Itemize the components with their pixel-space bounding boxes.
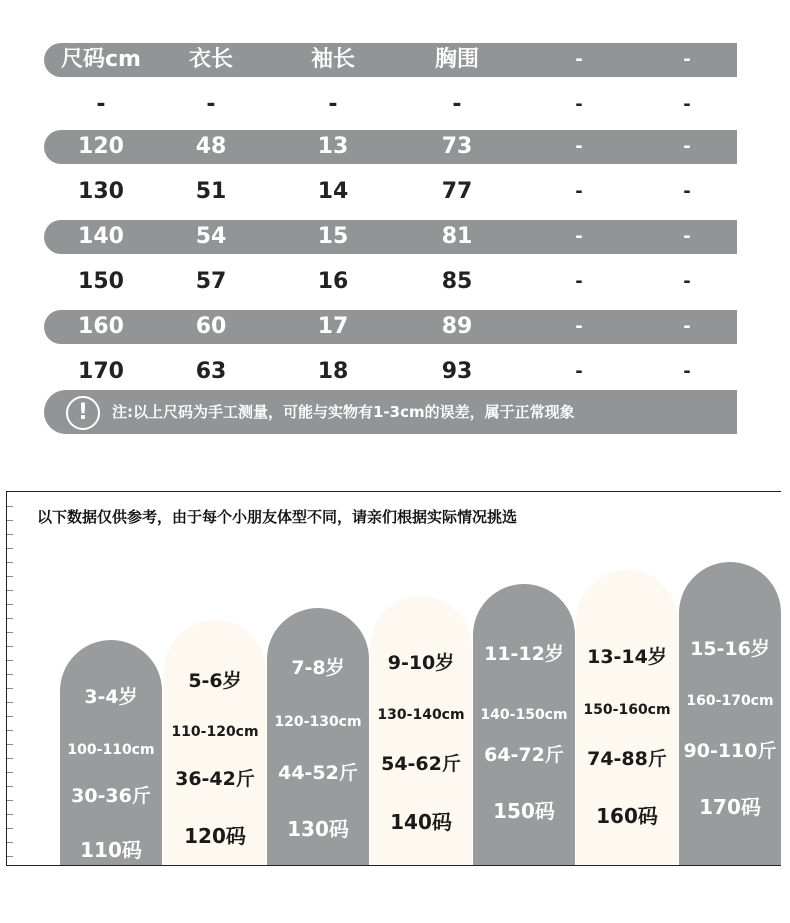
column-height: 130-140cm: [377, 707, 465, 723]
column-height: 100-110cm: [67, 742, 155, 758]
table-cell: -: [575, 136, 583, 157]
column-age: 5-6岁: [188, 670, 242, 692]
table-cell: 130: [78, 179, 124, 204]
measurement-note: [44, 390, 737, 434]
ruler-tick: [7, 604, 13, 605]
table-cell: -: [96, 92, 106, 117]
table-cell: -: [683, 181, 691, 202]
column-height: 110-120cm: [171, 724, 259, 740]
table-row: [44, 130, 737, 164]
table-cell: -: [683, 226, 691, 247]
ruler-tick: [7, 576, 13, 577]
table-cell: 140: [78, 224, 124, 249]
column-age: 7-8岁: [291, 657, 345, 679]
ruler-tick: [7, 730, 13, 731]
column-age: 15-16岁: [690, 638, 770, 660]
table-cell: 77: [441, 179, 473, 204]
table-cell: -: [683, 361, 691, 382]
table-cell: 18: [317, 359, 349, 384]
table-cell: 63: [195, 359, 227, 384]
size-table: [44, 43, 737, 400]
table-cell: 57: [195, 269, 227, 294]
table-cell: -: [452, 92, 462, 117]
age-column: [370, 596, 472, 865]
table-row: [44, 355, 737, 389]
ruler-tick: [7, 688, 13, 689]
table-cell: 14: [317, 179, 349, 204]
column-height: 120-130cm: [274, 714, 362, 730]
age-column: [164, 620, 266, 865]
ruler-tick: [7, 702, 13, 703]
note-text: 注:以上尺码为手工测量，可能与实物有1-3cm的误差，属于正常现象: [112, 403, 575, 421]
table-cell: 120: [78, 134, 124, 159]
ruler-tick: [7, 646, 13, 647]
table-cell: 15: [317, 224, 349, 249]
table-cell: 93: [441, 359, 473, 384]
ruler-tick: [7, 856, 13, 857]
ruler-tick: [7, 800, 13, 801]
header-chest: 胸围: [434, 47, 479, 72]
table-cell: 170: [78, 359, 124, 384]
column-age: 3-4岁: [84, 686, 138, 708]
ruler-tick: [7, 842, 13, 843]
ruler-tick: [7, 828, 13, 829]
table-row: [44, 220, 737, 254]
ruler-tick: [7, 772, 13, 773]
age-column: [473, 584, 575, 865]
table-cell: 89: [441, 314, 473, 339]
table-cell: 51: [195, 179, 227, 204]
exclamation-icon: !: [66, 396, 100, 430]
column-size: 170码: [699, 795, 761, 819]
column-weight: 36-42斤: [175, 768, 255, 790]
table-cell: 16: [317, 269, 349, 294]
table-cell: -: [683, 94, 691, 115]
column-age: 13-14岁: [587, 646, 667, 668]
ruler-tick: [7, 632, 13, 633]
column-weight: 74-88斤: [587, 748, 667, 770]
column-weight: 54-62斤: [381, 753, 461, 775]
age-column: [576, 570, 678, 865]
age-column: [267, 608, 369, 865]
column-size: 130码: [287, 817, 349, 841]
ruler-tick: [7, 562, 13, 563]
column-weight: 44-52斤: [278, 762, 358, 784]
column-height: 160-170cm: [686, 693, 774, 709]
column-size: 160码: [596, 804, 658, 828]
ruler-tick: [7, 618, 13, 619]
table-cell: 17: [317, 314, 349, 339]
column-size: 150码: [493, 799, 555, 823]
column-size: 140码: [390, 810, 452, 834]
column-weight: 64-72斤: [484, 744, 564, 766]
column-size: 110码: [80, 838, 142, 862]
table-cell: -: [575, 94, 583, 115]
table-cell: 160: [78, 314, 124, 339]
guide-title: 以下数据仅供参考，由于每个小朋友体型不同，请亲们根据实际情况挑选: [37, 508, 518, 526]
table-header-row: [44, 43, 737, 77]
column-age: 9-10岁: [387, 652, 455, 674]
header-size: 尺码cm: [61, 47, 141, 72]
column-age: 11-12岁: [484, 643, 564, 665]
column-height: 150-160cm: [583, 702, 671, 718]
header-length: 衣长: [188, 47, 233, 72]
ruler-tick: [7, 786, 13, 787]
table-cell: -: [575, 181, 583, 202]
table-cell: 81: [441, 224, 473, 249]
table-cell: -: [575, 226, 583, 247]
ruler-tick: [7, 758, 13, 759]
table-cell: -: [206, 92, 216, 117]
age-size-guide: [6, 491, 781, 866]
ruler-tick: [7, 548, 13, 549]
ruler-tick: [7, 674, 13, 675]
table-cell: -: [575, 361, 583, 382]
table-cell: -: [575, 271, 583, 292]
age-column: [60, 640, 162, 865]
age-column: [679, 562, 781, 865]
ruler-tick: [7, 814, 13, 815]
table-cell: 60: [195, 314, 227, 339]
table-cell: -: [328, 92, 338, 117]
table-cell: -: [575, 316, 583, 337]
table-placeholder-row: [44, 88, 737, 122]
table-cell: -: [683, 136, 691, 157]
table-row: [44, 175, 737, 209]
table-cell: 48: [195, 134, 227, 159]
header-sleeve: 袖长: [310, 47, 355, 72]
ruler-tick: [7, 716, 13, 717]
column-weight: 30-36斤: [71, 785, 151, 807]
header-blank-1: -: [575, 49, 583, 70]
ruler-tick: [7, 520, 13, 521]
column-weight: 90-110斤: [683, 740, 777, 762]
column-size: 120码: [184, 824, 246, 848]
table-cell: 150: [78, 269, 124, 294]
table-cell: 73: [441, 134, 473, 159]
ruler-tick: [7, 506, 13, 507]
table-cell: -: [683, 316, 691, 337]
table-cell: -: [683, 271, 691, 292]
table-row: [44, 310, 737, 344]
table-row: [44, 265, 737, 299]
ruler-tick: [7, 534, 13, 535]
ruler-tick: [7, 660, 13, 661]
table-cell: 85: [441, 269, 473, 294]
ruler-tick: [7, 590, 13, 591]
ruler-tick: [7, 744, 13, 745]
header-blank-2: -: [683, 49, 691, 70]
table-cell: 13: [317, 134, 349, 159]
column-height: 140-150cm: [480, 707, 568, 723]
table-cell: 54: [195, 224, 227, 249]
